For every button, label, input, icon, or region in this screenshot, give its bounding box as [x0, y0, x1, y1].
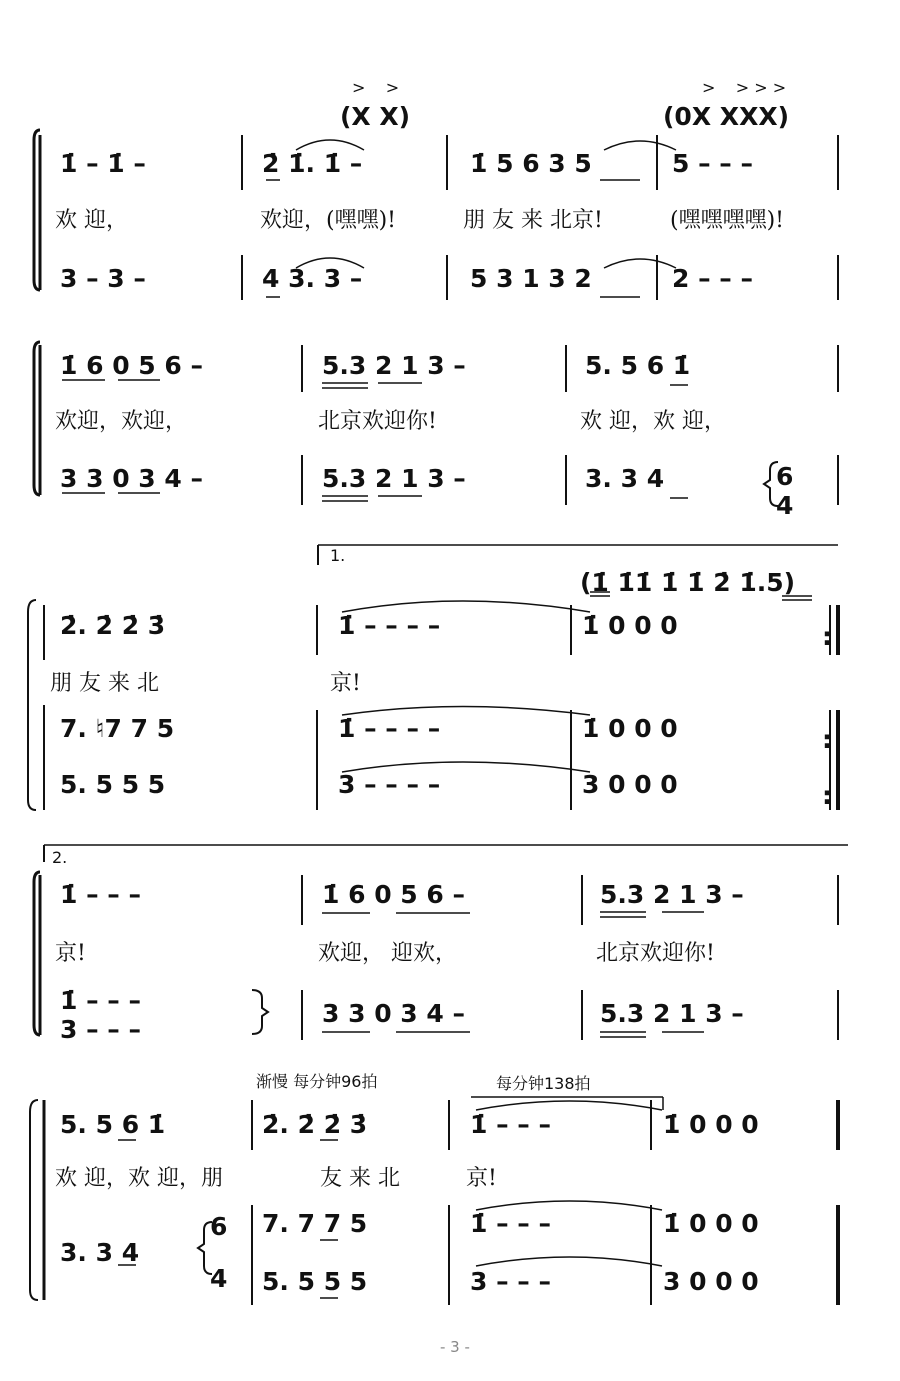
soprano-measure: 1̇ 0 0 0 — [663, 1110, 759, 1139]
soprano-measure: 5 – – – — [672, 149, 754, 178]
alto-measure: 2 – – – — [672, 264, 754, 293]
lyric-line: 欢 迎，欢 迎，朋 — [55, 1166, 223, 1191]
soprano-measure: 1̇ 5 6 3 5 — [470, 149, 592, 178]
soprano-measure: 1̇ 0 0 0 — [582, 611, 678, 640]
alto-measure: 5 3 1 3 2 — [470, 264, 592, 293]
soprano-measure: 5.3 2 1 3 – — [600, 880, 744, 909]
alto-measure: 3 3 0 3 4 – — [322, 999, 465, 1028]
lyric-line: 京! — [466, 1166, 497, 1191]
lyric-line: 北京欢迎你! — [318, 409, 437, 434]
alto1-measure: 1̇ 0 0 0 — [582, 714, 678, 743]
lyric-line: 京! — [55, 941, 86, 966]
repeat-dots: : — [822, 725, 832, 754]
split-top: 6 — [210, 1212, 228, 1241]
alto-measure: 5.3 2 1 3 – — [322, 464, 466, 493]
percussion-accent-a: (X X) — [340, 102, 411, 131]
lyric-line: (嘿嘿嘿嘿)! — [670, 208, 785, 233]
soprano-measure: 1̇ 6 0 5 6 – — [60, 351, 203, 380]
alto-bottom-voice: 3 – – – — [60, 1015, 142, 1044]
soprano-measure: 1̇ – – – — [60, 880, 142, 909]
lyric-line: 欢迎，(嘿嘿)! — [260, 208, 397, 233]
alto2-measure: 3 – – – – — [338, 770, 441, 799]
percussion-figure: (1̇ 1̇1̇ 1̇ 1̇ 2̇ 1̇.5) — [580, 568, 796, 597]
alto2-measure: 3 0 0 0 — [582, 770, 678, 799]
tempo-marking-ritard: 渐慢 每分钟96拍 — [256, 1072, 378, 1091]
soprano-measure: 5. 5 6 1̇ — [60, 1110, 166, 1139]
volta-1: 1. — [330, 546, 346, 565]
lyric-line: 欢迎，欢迎， — [55, 409, 188, 434]
alto1-measure: 1̇ 0 0 0 — [663, 1209, 759, 1238]
soprano-measure: 1̇ 6 0 5 6 – — [322, 880, 465, 909]
lyric-line: 友 来 北 — [320, 1166, 400, 1191]
soprano-measure: 5.3 2 1 3 – — [322, 351, 466, 380]
soprano-measure: 2̇. 2̇ 2̇ 3̇ — [60, 611, 166, 640]
alto1-measure: 7. ♮7 7 5 — [60, 714, 175, 743]
alto1-measure: 7. 7 7 5 — [262, 1209, 368, 1238]
accent-mark: > > — [352, 78, 400, 97]
soprano-measure: 1̇ – – – — [470, 1110, 552, 1139]
alto-left-notes: 3. 3 4 — [60, 1238, 140, 1267]
soprano-measure: 1̇ – 1̇ – — [60, 149, 146, 178]
alto2-measure: 3 0 0 0 — [663, 1267, 759, 1296]
lyric-line: 北京欢迎你! — [596, 941, 715, 966]
alto1-measure: 1̇ – – – — [470, 1209, 552, 1238]
alto-measure: 3. 3 4 — [585, 464, 665, 493]
tempo-marking-138: 每分钟138拍 — [496, 1074, 591, 1093]
lyric-line: 朋 友 来 北 — [50, 671, 159, 696]
alto2-measure: 5. 5 5 5 — [262, 1267, 368, 1296]
soprano-measure: 1̇ – – – – — [338, 611, 441, 640]
alto-top-voice: 1̇ – – – — [60, 986, 142, 1015]
split-top: 6 — [776, 462, 794, 491]
volta-2: 2. — [52, 848, 68, 867]
soprano-measure: 2̇. 2̇ 2̇ 3̇ — [262, 1110, 368, 1139]
soprano-measure: 5. 5 6 1̇ — [585, 351, 691, 380]
alto2-measure: 3 – – – — [470, 1267, 552, 1296]
soprano-measure: 2̇ 1̇. 1̇ – — [262, 149, 363, 178]
alto-measure: 3 – 3 – — [60, 264, 146, 293]
lyric-line: 欢 迎， — [55, 208, 128, 233]
percussion-accent-b: (0X XXX) — [663, 102, 790, 131]
lyric-line: 欢迎， 迎欢， — [318, 941, 457, 966]
lyric-line: 京! — [330, 671, 361, 696]
lyric-line: 朋 友 来 北京! — [463, 208, 603, 233]
alto-measure: 4 3. 3 – — [262, 264, 363, 293]
split-bottom: 4 — [210, 1264, 228, 1293]
alto1-measure: 1̇ – – – – — [338, 714, 441, 743]
alto2-measure: 5. 5 5 5 — [60, 770, 166, 799]
accent-mark: > > > > — [702, 78, 787, 97]
repeat-dots: : — [822, 622, 832, 651]
page-number: - 3 - — [440, 1338, 470, 1356]
lyric-line: 欢 迎，欢 迎， — [580, 409, 726, 434]
split-bottom: 4 — [776, 491, 794, 520]
repeat-dots: : — [822, 781, 832, 810]
alto-measure: 5.3 2 1 3 – — [600, 999, 744, 1028]
alto-measure: 3 3 0 3 4 – — [60, 464, 203, 493]
